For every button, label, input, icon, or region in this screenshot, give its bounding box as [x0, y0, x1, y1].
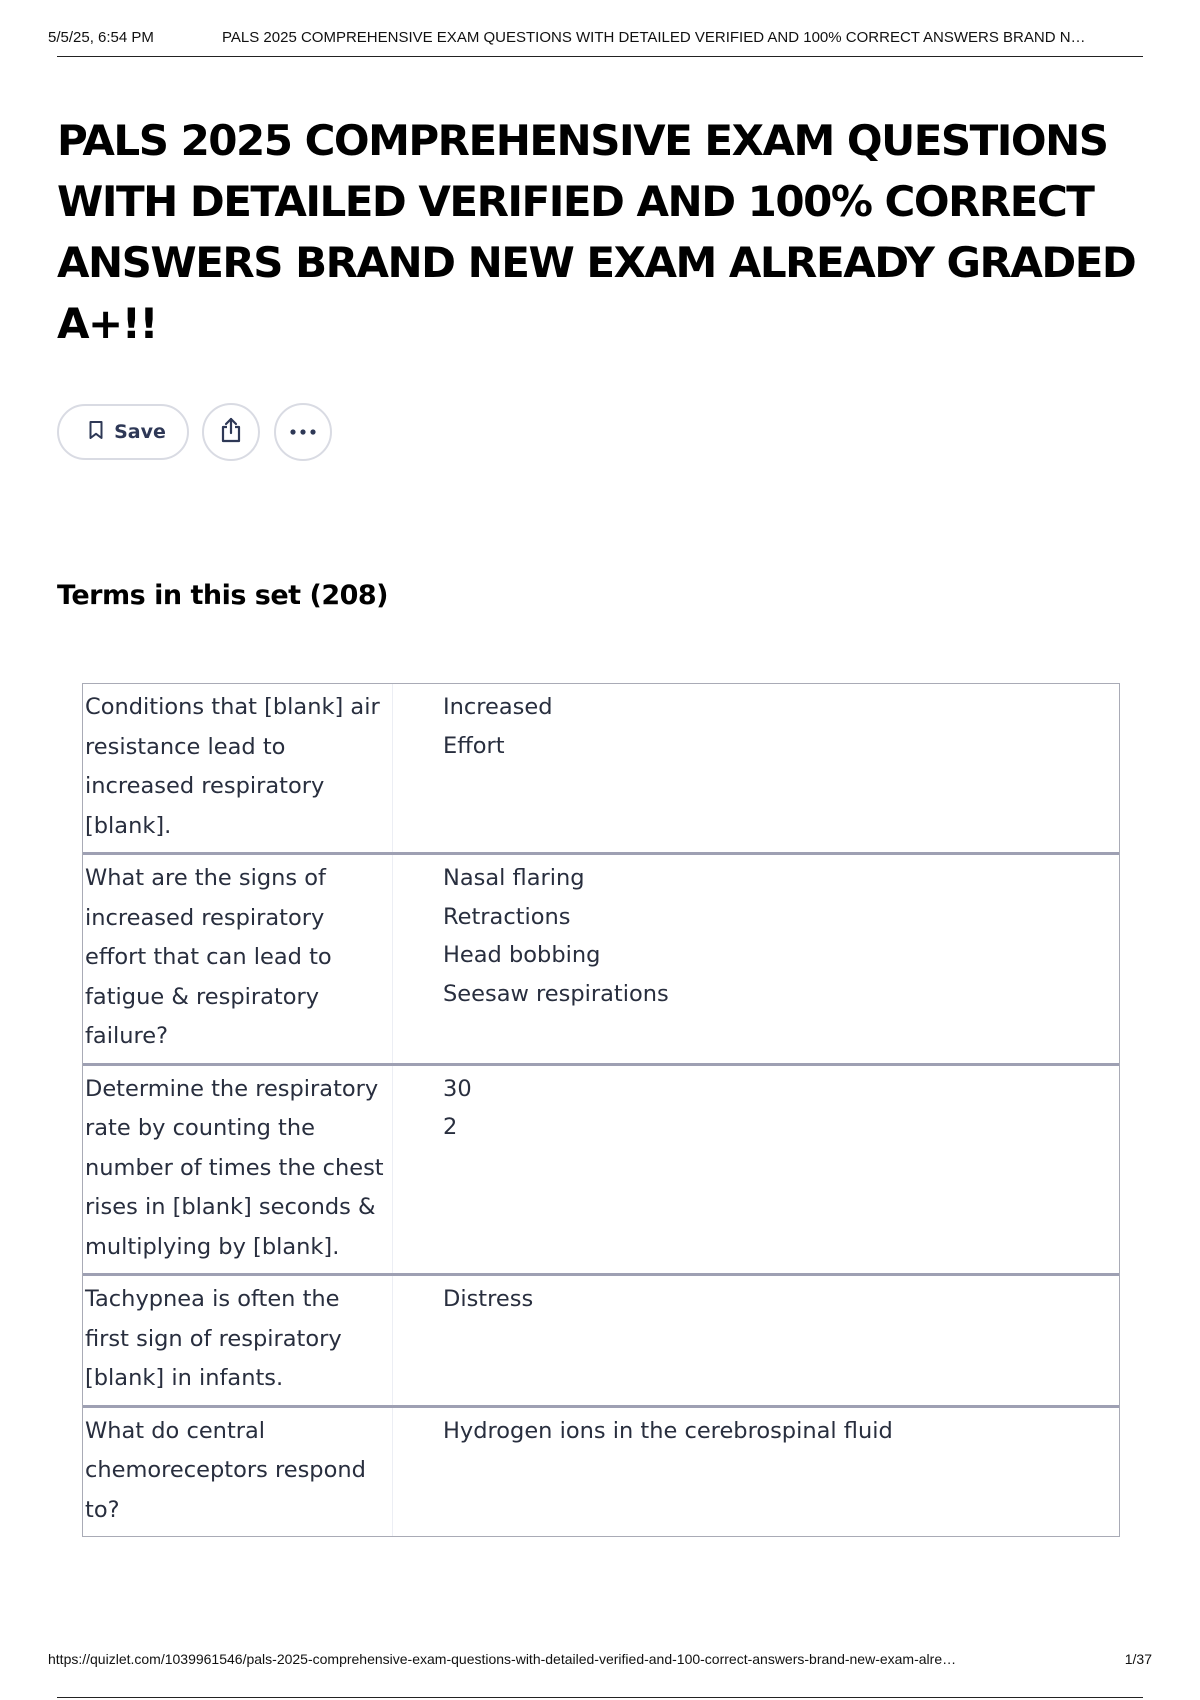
term-text: What do central chemoreceptors respond to? [83, 1408, 393, 1537]
header-divider [57, 56, 1143, 57]
page-title: PALS 2025 COMPREHENSIVE EXAM QUESTIONS WITH DETAILED VERIFIED AND 100% CORRECT ANSWERS BRAND NEW EXAM ALREADY GRADED A+!! [57, 116, 1136, 348]
print-doc-title: PALS 2025 COMPREHENSIVE EXAM QUESTIONS WITH DETAILED VERIFIED AND 100% CORRECT ANSWERS BRAND N… [222, 29, 1086, 46]
term-text: Conditions that [blank] air resistance lead to increased respiratory [blank]. [83, 684, 393, 852]
definition-line: Seesaw respirations [443, 980, 669, 1007]
definition-line: Hydrogen ions in the cerebrospinal fluid [443, 1417, 893, 1444]
definition-line: Increased [443, 694, 553, 720]
term-row [83, 1408, 1119, 1537]
definition-line: Retractions [443, 903, 571, 930]
definition-line: Distress [443, 1286, 534, 1312]
print-header [48, 29, 1152, 49]
term-row [83, 684, 1119, 855]
term-row [83, 1276, 1119, 1408]
print-date: 5/5/25, 6:54 PM [48, 29, 154, 46]
more-options-button[interactable] [274, 403, 332, 461]
definition-text [393, 1066, 1119, 1274]
save-button[interactable] [57, 404, 189, 460]
print-url: https://quizlet.com/1039961546/pals-2025-comprehensive-exam-questions-with-detailed-verified-and-100-correct-answers-brand-new-exam-alre… [48, 1651, 957, 1667]
definition-line: 2 [443, 1114, 458, 1140]
term-text: Determine the respiratory rate by counting the number of times the chest rises in [blank] seconds & multiplying by [blank]. [83, 1066, 393, 1274]
definition-text [393, 1408, 1119, 1537]
save-button-label: Save [114, 421, 166, 443]
terms-list [82, 683, 1120, 1537]
definition-text [393, 855, 1119, 1063]
footer-divider [57, 1697, 1143, 1698]
definition-text [393, 1276, 1119, 1405]
terms-heading: Terms in this set (208) [57, 580, 389, 611]
term-row [83, 1066, 1119, 1277]
share-icon [218, 416, 244, 449]
more-horizontal-icon [289, 423, 317, 441]
definition-line: Nasal flaring [443, 865, 585, 891]
term-text: Tachypnea is often the first sign of respiratory [blank] in infants. [83, 1276, 393, 1405]
print-footer [48, 1651, 1152, 1671]
definition-text [393, 684, 1119, 852]
page-number: 1/37 [1124, 1651, 1152, 1667]
share-button[interactable] [202, 403, 260, 461]
definition-line: 30 [443, 1075, 472, 1102]
term-row [83, 855, 1119, 1066]
bookmark-icon [88, 420, 104, 445]
term-text: What are the signs of increased respiratory effort that can lead to fatigue & respiratory failure? [83, 855, 393, 1063]
definition-line: Head bobbing [443, 942, 601, 968]
definition-line: Effort [443, 732, 505, 759]
